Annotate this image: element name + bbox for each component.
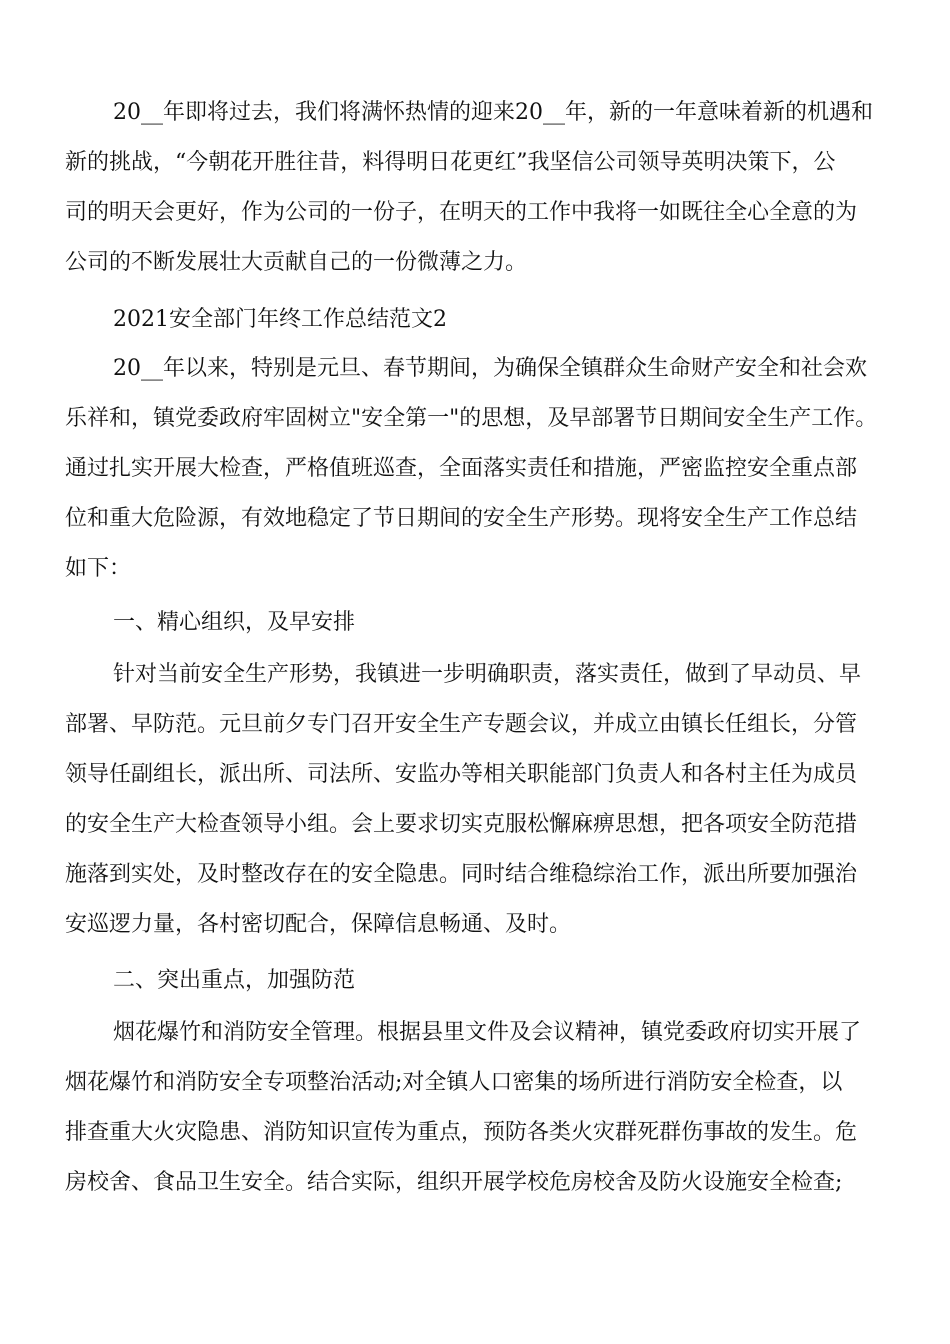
paragraph-4-line-4: 房校舍、食品卫生安全。结合实际，组织开展学校危房校舍及防火设施安全检查;: [65, 1170, 843, 1195]
paragraph-3-line-6: 安巡逻力量，各村密切配合，保障信息畅通、及时。: [65, 912, 572, 937]
section-title: 2021安全部门年终工作总结范文2: [113, 307, 447, 332]
paragraph-2-line-1: 20__年以来，特别是元旦、春节期间，为确保全镇群众生命财产安全和社会欢: [113, 356, 867, 381]
paragraph-4-line-2: 烟花爆竹和消防安全专项整治活动;对全镇人口密集的场所进行消防安全检查，以: [65, 1070, 843, 1095]
paragraph-4-line-3: 排查重大火灾隐患、消防知识宣传为重点，预防各类火灾群死群伤事故的发生。危: [65, 1120, 858, 1145]
paragraph-3-line-2: 部署、早防范。元旦前夕专门召开安全生产专题会议，并成立由镇长任组长，分管: [65, 712, 858, 737]
paragraph-1-line-2: 新的挑战，“今朝花开胜往昔，料得明日花更红”我坚信公司领导英明决策下，公: [65, 150, 836, 175]
paragraph-4-line-1: 烟花爆竹和消防安全管理。根据县里文件及会议精神，镇党委政府切实开展了: [113, 1020, 862, 1045]
paragraph-3-line-3: 领导任副组长，派出所、司法所、安监办等相关职能部门负责人和各村主任为成员: [65, 762, 858, 787]
paragraph-1-line-3: 司的明天会更好，作为公司的一份子，在明天的工作中我将一如既往全心全意的为: [65, 200, 858, 225]
paragraph-2-line-5: 如下：: [65, 556, 132, 581]
paragraph-2-line-2: 乐祥和，镇党委政府牢固树立"安全第一"的思想，及早部署节日期间安全生产工作。: [65, 406, 878, 431]
paragraph-2-line-3: 通过扎实开展大检查，严格值班巡查，全面落实责任和措施，严密监控安全重点部: [65, 456, 858, 481]
paragraph-1-line-1: 20__年即将过去，我们将满怀热情的迎来20__年，新的一年意味着新的机遇和: [113, 100, 873, 125]
paragraph-3-line-4: 的安全生产大检查领导小组。会上要求切实克服松懈麻痹思想，把各项安全防范措: [65, 812, 858, 837]
paragraph-2-line-4: 位和重大危险源，有效地稳定了节日期间的安全生产形势。现将安全生产工作总结: [65, 506, 858, 531]
paragraph-3-line-1: 针对当前安全生产形势，我镇进一步明确职责，落实责任，做到了早动员、早: [113, 662, 862, 687]
heading-2: 二、突出重点，加强防范: [113, 968, 356, 993]
paragraph-3-line-5: 施落到实处，及时整改存在的安全隐患。同时结合维稳综治工作，派出所要加强治: [65, 862, 858, 887]
paragraph-1-line-4: 公司的不断发展壮大贡献自己的一份微薄之力。: [65, 250, 528, 275]
heading-1: 一、精心组织，及早安排: [113, 610, 356, 635]
